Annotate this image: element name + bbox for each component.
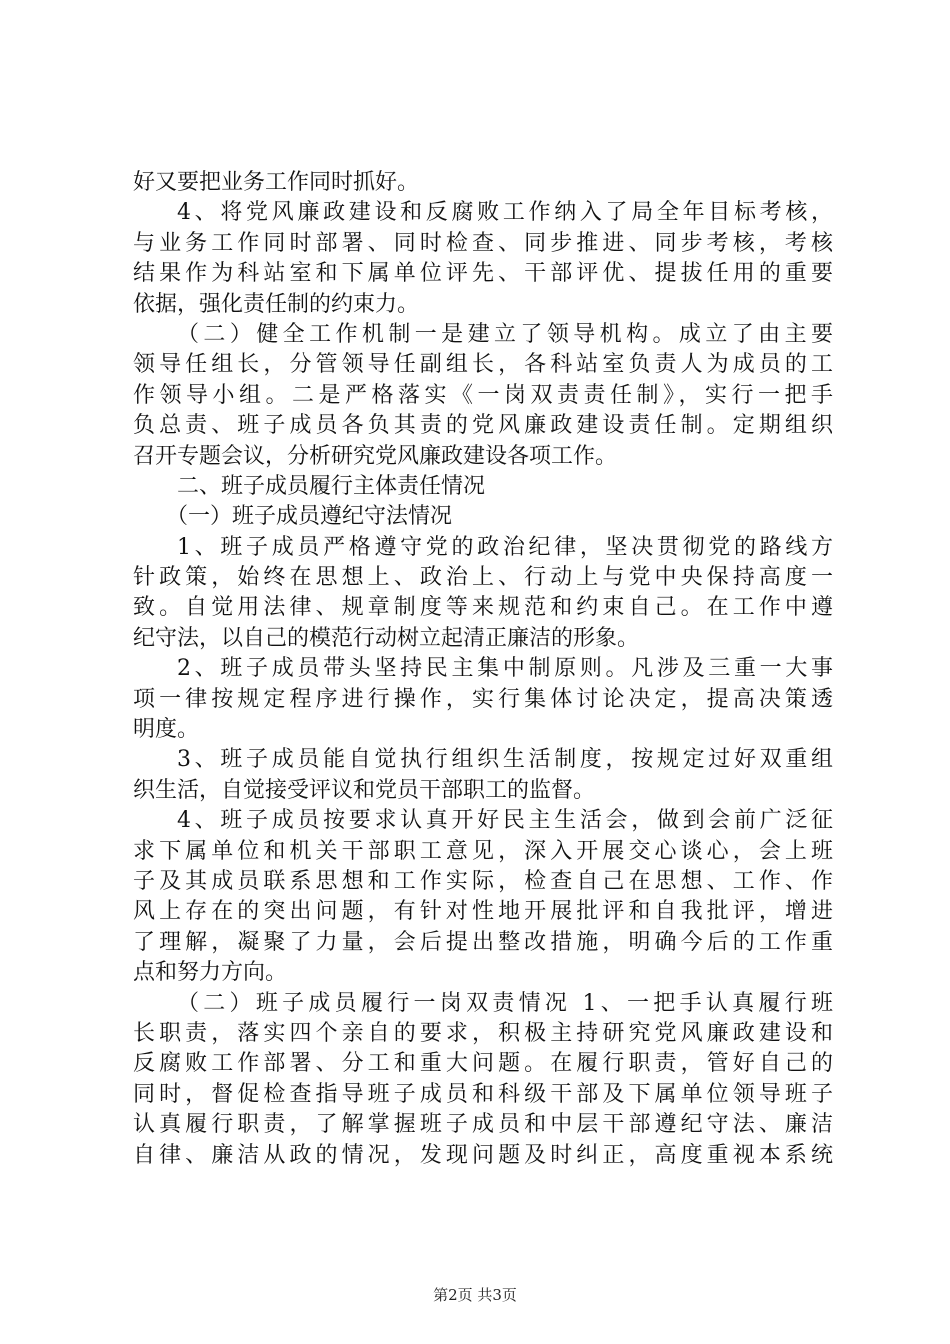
text-line [133,958,833,988]
text-line-content: （一）班子成员遵纪守法情况 [166,504,453,530]
text-line-content: 致。自觉用法律、规章制度等来规范和约束自己。在工作中遵 [133,595,833,621]
text-line-content: 纪守法，以自己的模范行动树立起清正廉洁的形象。 [133,625,640,651]
text-line [133,502,833,532]
text-line [133,198,833,228]
text-line-content: 与业务工作同时部署、同时检查、同步推进、同步考核，考核 [133,230,833,256]
text-line [133,1019,833,1049]
text-line-content: 负总责、班子成员各负其责的党风廉政建设责任制。定期组织 [133,413,833,439]
text-line [133,989,833,1019]
text-line [133,259,833,289]
text-line [133,745,833,775]
text-line-content: 同时，督促检查指导班子成员和科级干部及下属单位领导班子 [133,1081,833,1107]
text-line-content: 2、班子成员带头坚持民主集中制原则。凡涉及三重一大事 [177,656,833,682]
text-line [133,320,833,350]
text-line-content: 好又要把业务工作同时抓好。 [133,170,420,195]
text-line-content: 4、班子成员按要求认真开好民主生活会，做到会前广泛征 [177,808,833,834]
text-line-content: 1、班子成员严格遵守党的政治纪律，坚决贯彻党的路线方 [177,534,833,560]
text-line [133,350,833,380]
text-line-content: （二）班子成员履行一岗双责情况 1、一把手认真履行班 [177,990,833,1016]
text-line [133,1141,833,1171]
text-line [133,442,833,472]
text-line [133,837,833,867]
text-line-content: 项一律按规定程序进行操作，实行集体讨论决定，提高决策透 [133,686,833,712]
text-line-content: 4、将党风廉政建设和反腐败工作纳入了局全年目标考核， [177,200,833,226]
text-line [133,1110,833,1140]
text-line [133,168,833,198]
text-line-content: 长职责，落实四个亲自的要求，积极主持研究党风廉政建设和 [133,1020,833,1046]
text-line-content: 了理解，凝聚了力量，会后提出整改措施，明确今后的工作重 [133,929,833,955]
text-line-content: 求下属单位和机关干部职工意见，深入开展交心谈心，会上班 [133,838,833,864]
text-line-content: 领导任组长，分管领导任副组长，各科站室负责人为成员的工 [133,352,833,378]
text-line [133,715,833,745]
text-line-content: 子及其成员联系思想和工作实际，检查自己在思想、工作、作 [133,868,833,894]
text-line-content: 二、班子成员履行主体责任情况 [177,473,486,499]
text-line-content: 明度。 [133,717,200,743]
text-line [133,1080,833,1110]
page-number-label: 第2页 共3页 [433,1286,517,1304]
text-line [133,472,833,502]
text-line-content: 织生活，自觉接受评议和党员干部职工的监督。 [133,777,596,803]
text-line [133,593,833,623]
text-line [133,624,833,654]
text-line [133,776,833,806]
text-line [133,654,833,684]
page-footer [0,1285,950,1305]
text-line [133,381,833,411]
text-line-content: 自律、廉洁从政的情况，发现问题及时纠正，高度重视本系统 [133,1142,833,1168]
text-line-content: （二）健全工作机制一是建立了领导机构。成立了由主要 [177,321,833,347]
text-line [133,411,833,441]
text-line [133,806,833,836]
text-line-content: 风上存在的突出问题，有针对性地开展批评和自我批评，增进 [133,899,833,925]
document-body [133,168,833,1171]
text-line [133,685,833,715]
text-line [133,1049,833,1079]
text-line [133,229,833,259]
text-line-content: 认真履行职责，了解掌握班子成员和中层干部遵纪守法、廉洁 [133,1112,833,1138]
text-line-content: 依据，强化责任制的约束力。 [133,291,420,317]
text-line-content: 召开专题会议，分析研究党风廉政建设各项工作。 [133,443,618,469]
text-line [133,867,833,897]
text-line-content: 3、班子成员能自觉执行组织生活制度，按规定过好双重组 [177,747,833,773]
text-line [133,290,833,320]
text-line [133,897,833,927]
text-line [133,563,833,593]
text-line-content: 作领导小组。二是严格落实《一岗双责责任制》，实行一把手 [133,382,833,408]
text-line [133,928,833,958]
text-line-content: 针政策，始终在思想上、政治上、行动上与党中央保持高度一 [133,565,833,591]
text-line-content: 点和努力方向。 [133,960,288,986]
text-line-content: 反腐败工作部署、分工和重大问题。在履行职责，管好自己的 [133,1051,833,1077]
text-line-content: 结果作为科站室和下属单位评先、干部评优、提拔任用的重要 [133,261,833,287]
text-line [133,533,833,563]
